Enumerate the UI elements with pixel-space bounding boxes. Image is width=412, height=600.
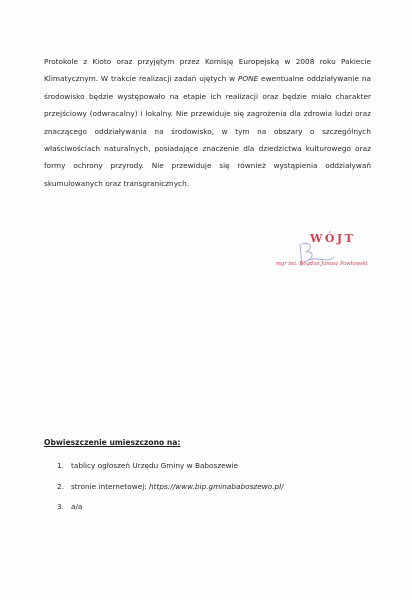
notice-list-item (57, 461, 357, 482)
official-stamp (250, 232, 375, 282)
list-item-number: 1. (57, 461, 64, 470)
list-item-text: tablicy ogłoszeń Urzędu Gminy w Baboszewie (71, 461, 239, 470)
list-item-text (71, 482, 284, 503)
list-item-number: 2. (57, 481, 64, 491)
list-item-text: a/a (71, 502, 83, 511)
notice-list-item (57, 502, 357, 523)
list-item-prefix: stronie internetowej: (71, 481, 150, 491)
notice-heading: Obwieszczenie umieszczono na: (44, 438, 181, 447)
website-link[interactable]: https://www.bip.gminababoszewo.pl/ (149, 481, 284, 491)
body-paragraph (44, 53, 371, 192)
stamp-title: WÓJT (310, 232, 356, 245)
paragraph-text-part-2: ewentualne oddziaływanie na środowisko będzie występowało na etapie ich realizacji oraz będzie miało charakter przejściowy (odwracalny) i lokalny. Nie przewiduje się zagrożenia dla zdrowia ludzi oraz znaczącego oddziaływania na środowisko, w tym na obszary o szczególnych właściwościach naturalnych, posiadające znaczenie dla dziedzictwa kulturowego oraz formy ochrony przyrody. Nie przewiduje się również wystąpienia oddziaływań skumulowanych oraz transgranicznych. (44, 74, 371, 188)
pone-term: PONE (237, 74, 259, 84)
list-item-number: 3. (57, 502, 64, 511)
paragraph-text-part-1: Protokole z Kioto oraz przyjętym przez Komisję Europejską w 2008 roku Pakiecie Klimatycznym. W trakcie realizacji zadań ujętych w (44, 57, 371, 84)
notice-list (57, 461, 357, 523)
notice-list-item (57, 482, 357, 503)
stamp-signatory-name: mgr inż. Bogdan Janusz Pawłowski (276, 261, 368, 267)
notice-section (44, 438, 374, 511)
